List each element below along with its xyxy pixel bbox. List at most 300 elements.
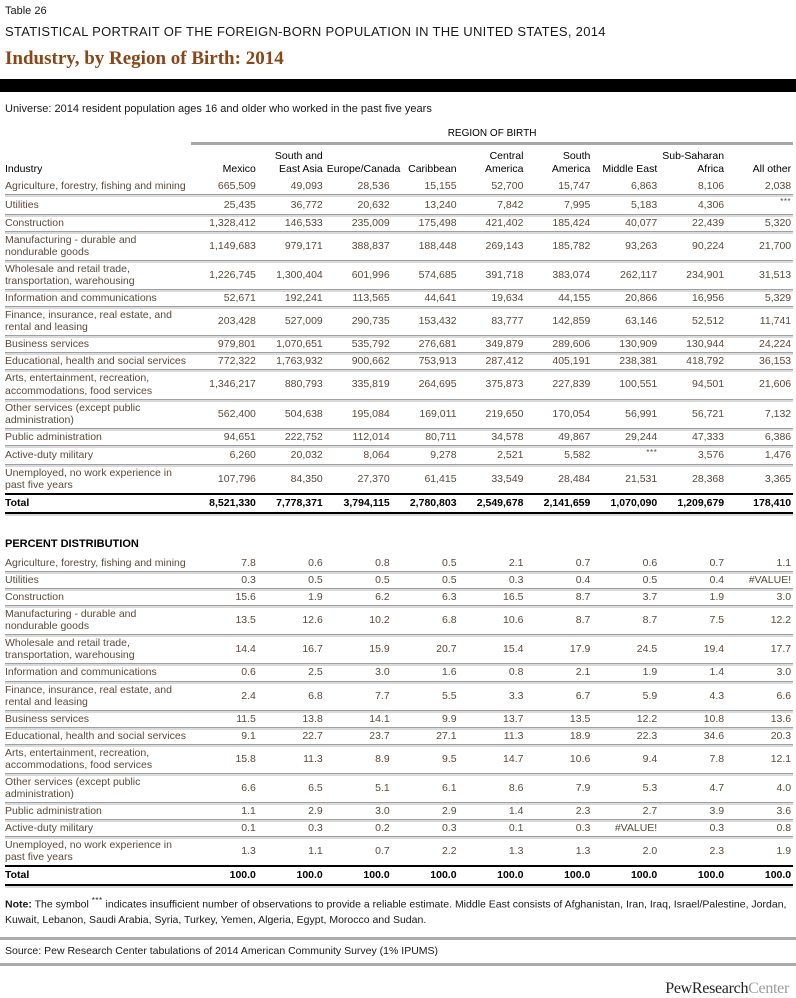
value-cell: 504,638 [258, 400, 325, 429]
value-cell: 601,996 [325, 261, 392, 290]
percent-distribution-label: PERCENT DISTRIBUTION [5, 538, 139, 551]
industry-label: Active-duty military [5, 820, 191, 837]
value-cell: 0.5 [392, 555, 459, 572]
value-cell: 130,944 [659, 336, 726, 353]
table-row [5, 465, 793, 493]
value-cell: 16.5 [459, 589, 526, 606]
value-cell: 0.6 [592, 555, 659, 572]
value-cell: 880,793 [258, 370, 325, 399]
value-cell: 0.3 [459, 572, 526, 589]
value-cell: 15,155 [392, 178, 459, 195]
value-cell: 574,685 [392, 261, 459, 290]
value-cell: 13.5 [191, 606, 258, 635]
table-row [5, 820, 793, 837]
value-cell: 100.0 [659, 865, 726, 886]
percent-distribution-heading-row [5, 514, 793, 555]
value-cell: 3.7 [592, 589, 659, 606]
value-cell: 3.0 [726, 589, 793, 606]
value-cell: 8.9 [325, 745, 392, 774]
industry-label: Wholesale and retail trade, transportation, warehousing [5, 635, 191, 664]
value-cell: 178,410 [726, 493, 793, 514]
value-cell: 11.3 [459, 728, 526, 745]
value-cell: 418,792 [659, 353, 726, 370]
value-cell: 28,368 [692, 473, 725, 486]
empty-corner-cell [5, 128, 191, 145]
value-cell: 5.5 [392, 682, 459, 711]
table-row [5, 635, 793, 664]
industry-label: Construction [5, 589, 191, 606]
column-header: Sub-Saharan Africa [662, 150, 725, 175]
value-cell: 40,077 [592, 215, 659, 232]
value-cell: 7.8 [659, 745, 726, 774]
value-cell: 36,153 [726, 353, 793, 370]
value-cell: 36,772 [258, 195, 325, 215]
value-cell: 2.3 [709, 845, 725, 858]
value-cell: 7,778,371 [258, 493, 325, 514]
value-cell: 22.3 [592, 728, 659, 745]
value-cell: 2.5 [258, 664, 325, 681]
value-cell: 405,191 [525, 353, 592, 370]
industry-label: Total [5, 865, 191, 886]
value-cell: 56,721 [659, 400, 726, 429]
table-row [5, 178, 793, 195]
value-cell: 169,011 [392, 400, 459, 429]
table-row [5, 803, 793, 820]
industry-label: Information and communications [5, 290, 191, 307]
value-cell: 5,320 [726, 215, 793, 232]
logo-text-center: Center [748, 979, 789, 997]
value-cell: 979,171 [258, 232, 325, 261]
value-cell: 49,867 [525, 429, 592, 446]
value-cell: 222,752 [258, 429, 325, 446]
value-cell: 27.1 [392, 728, 459, 745]
table-row [5, 261, 793, 290]
value-cell: 264,695 [392, 370, 459, 399]
title-divider-bar [0, 79, 796, 92]
value-cell: *** [726, 195, 793, 215]
value-cell: 4.3 [659, 682, 726, 711]
table-row [5, 400, 793, 429]
value-cell: 1.1 [191, 803, 258, 820]
value-cell: 0.8 [325, 555, 392, 572]
total-row [5, 865, 793, 886]
value-cell: *** [592, 446, 659, 466]
region-of-birth-label: REGION OF BIRTH [191, 128, 793, 145]
value-cell: 1.6 [392, 664, 459, 681]
table-row [5, 774, 793, 803]
percent-section [5, 555, 793, 886]
value-cell: 63,146 [592, 307, 659, 336]
industry-label: Manufacturing - durable and nondurable goods [5, 606, 191, 635]
value-cell: 2.4 [191, 682, 258, 711]
industry-label: Information and communications [5, 664, 191, 681]
value-cell: 19.4 [659, 635, 726, 664]
note-label: Note: [5, 898, 32, 911]
value-cell: 113,565 [325, 290, 392, 307]
value-cell: 10.6 [525, 745, 592, 774]
table-row [5, 232, 793, 261]
value-cell: 0.7 [659, 555, 726, 572]
value-cell: 1.1 [726, 555, 793, 572]
value-cell: 2.3 [525, 803, 592, 820]
column-header: South America [551, 150, 591, 175]
column-header: All other [752, 162, 792, 175]
value-cell: 289,606 [525, 336, 592, 353]
value-cell: 1.9 [592, 664, 659, 681]
value-cell: 1.3 [508, 845, 524, 858]
value-cell: 1,300,404 [258, 261, 325, 290]
table-row [5, 307, 793, 336]
value-cell: 9,278 [392, 446, 459, 466]
industry-by-region-table [5, 128, 793, 886]
value-cell: 1.3 [575, 845, 591, 858]
value-cell: 219,650 [459, 400, 526, 429]
value-cell: 44,641 [392, 290, 459, 307]
table-number: Table 26 [5, 5, 47, 17]
value-cell: 0.4 [525, 572, 592, 589]
industry-label: Other services (except public administration) [5, 774, 191, 803]
asterisk-symbol: *** [91, 895, 103, 905]
value-cell: 979,801 [191, 336, 258, 353]
value-cell: 22.7 [258, 728, 325, 745]
value-cell: 2.7 [592, 803, 659, 820]
value-cell: 188,448 [392, 232, 459, 261]
value-cell: 0.3 [258, 820, 325, 837]
value-cell: 262,117 [592, 261, 659, 290]
value-cell: 1,476 [726, 446, 793, 466]
industry-label: Agriculture, forestry, fishing and mining [5, 555, 191, 572]
value-cell: 24,224 [726, 336, 793, 353]
value-cell: 665,509 [191, 178, 258, 195]
region-of-birth-header-row [5, 128, 793, 145]
column-header-row [5, 145, 793, 178]
value-cell: 3,365 [764, 473, 792, 486]
table-row [5, 837, 793, 865]
logo-text-pewresearch: PewResearch [665, 979, 749, 997]
value-cell: 5,183 [592, 195, 659, 215]
value-cell: 3.9 [659, 803, 726, 820]
universe-note: Universe: 2014 resident population ages 16 and older who worked in the past five years [5, 103, 432, 115]
industry-label: Manufacturing - durable and nondurable goods [5, 232, 191, 261]
value-cell: 6.2 [325, 589, 392, 606]
value-cell: 8,521,330 [191, 493, 258, 514]
table-note [5, 886, 792, 937]
value-cell: 94,651 [191, 429, 258, 446]
table-row [5, 711, 793, 728]
value-cell: 0.7 [525, 555, 592, 572]
value-cell: 4,306 [659, 195, 726, 215]
value-cell: 0.3 [392, 820, 459, 837]
table-row [5, 215, 793, 232]
value-cell: 10.6 [459, 606, 526, 635]
value-cell: 100.0 [525, 865, 592, 886]
industry-label: Utilities [5, 572, 191, 589]
industry-label: Active-duty military [5, 446, 191, 466]
value-cell: 192,241 [258, 290, 325, 307]
value-cell: 10.2 [325, 606, 392, 635]
value-cell: 5,329 [726, 290, 793, 307]
value-cell: 235,009 [325, 215, 392, 232]
table-row [5, 290, 793, 307]
value-cell: 4.7 [659, 774, 726, 803]
value-cell: 8.7 [525, 606, 592, 635]
column-header: South and East Asia [274, 150, 323, 175]
value-cell: 80,711 [392, 429, 459, 446]
table-row [5, 572, 793, 589]
column-header: Middle East [602, 162, 658, 175]
value-cell: 3.0 [726, 664, 793, 681]
value-cell: 13,240 [392, 195, 459, 215]
table-row [5, 606, 793, 635]
value-cell: 234,901 [659, 261, 726, 290]
value-cell: 1.9 [258, 589, 325, 606]
value-cell: 383,074 [525, 261, 592, 290]
value-cell: 17.9 [525, 635, 592, 664]
value-cell: 1.9 [659, 589, 726, 606]
value-cell: 7.9 [525, 774, 592, 803]
value-cell: 1,070,090 [592, 493, 659, 514]
value-cell: 8.7 [592, 606, 659, 635]
value-cell: 2.9 [392, 803, 459, 820]
value-cell: 100.0 [258, 865, 325, 886]
value-cell: 269,143 [459, 232, 526, 261]
column-header: Caribbean [408, 162, 457, 175]
value-cell: 6.8 [258, 682, 325, 711]
value-cell: 12.1 [726, 745, 793, 774]
value-cell: 6.6 [726, 682, 793, 711]
value-cell: 0.3 [525, 820, 592, 837]
report-title: STATISTICAL PORTRAIT OF THE FOREIGN-BORN POPULATION IN THE UNITED STATES, 2014 [5, 24, 606, 39]
industry-label: Wholesale and retail trade, transportation, warehousing [5, 261, 191, 290]
value-cell: 130,909 [592, 336, 659, 353]
value-cell: 21,531 [625, 473, 658, 486]
value-cell: 7,132 [726, 400, 793, 429]
value-cell: 52,671 [191, 290, 258, 307]
value-cell: 8,064 [325, 446, 392, 466]
value-cell: 0.3 [191, 572, 258, 589]
pew-research-center-logo [5, 966, 792, 998]
value-cell: 100.0 [459, 865, 526, 886]
source-line: Source: Pew Research Center tabulations of 2014 American Community Survey (1% IPUMS) [0, 937, 796, 966]
value-cell: 83,777 [459, 307, 526, 336]
value-cell: 0.1 [191, 820, 258, 837]
value-cell: 6,260 [191, 446, 258, 466]
industry-label: Public administration [5, 429, 191, 446]
value-cell: 0.8 [459, 664, 526, 681]
value-cell: 23.7 [325, 728, 392, 745]
value-cell: 535,792 [325, 336, 392, 353]
value-cell: 4.0 [726, 774, 793, 803]
value-cell: 287,412 [459, 353, 526, 370]
value-cell: 9.4 [592, 745, 659, 774]
table-row [5, 664, 793, 681]
value-cell: 94,501 [659, 370, 726, 399]
industry-label: Unemployed, no work experience in past five years [5, 467, 172, 492]
value-cell: 2,141,659 [525, 493, 592, 514]
value-cell: 185,424 [525, 215, 592, 232]
value-cell: 238,381 [592, 353, 659, 370]
value-cell: 100.0 [392, 865, 459, 886]
value-cell: 100.0 [191, 865, 258, 886]
value-cell: 2,038 [726, 178, 793, 195]
value-cell: 335,819 [325, 370, 392, 399]
value-cell: 7.5 [659, 606, 726, 635]
table-row [5, 589, 793, 606]
value-cell: 7,995 [525, 195, 592, 215]
value-cell: 0.5 [392, 572, 459, 589]
value-cell: 9.1 [191, 728, 258, 745]
value-cell: 6,386 [726, 429, 793, 446]
value-cell: 388,837 [325, 232, 392, 261]
industry-label: Unemployed, no work experience in past five years [5, 839, 172, 864]
value-cell: 12.2 [726, 606, 793, 635]
value-cell: 1.9 [776, 845, 792, 858]
value-cell: 56,991 [592, 400, 659, 429]
value-cell: 12.2 [592, 711, 659, 728]
column-header: Europe/Canada [326, 162, 401, 175]
counts-section [5, 178, 793, 514]
value-cell: 0.1 [459, 820, 526, 837]
value-cell: 13.6 [726, 711, 793, 728]
value-cell: 11.3 [258, 745, 325, 774]
value-cell: 10.8 [659, 711, 726, 728]
value-cell: 6.5 [258, 774, 325, 803]
value-cell: 12.6 [258, 606, 325, 635]
value-cell: 84,350 [290, 473, 323, 486]
value-cell: 0.8 [726, 820, 793, 837]
value-cell: 175,498 [392, 215, 459, 232]
value-cell: 0.6 [191, 664, 258, 681]
value-cell: 20.3 [726, 728, 793, 745]
value-cell: 34,578 [459, 429, 526, 446]
value-cell: 18.9 [525, 728, 592, 745]
industry-label: Arts, entertainment, recreation, accommodations, food services [5, 745, 191, 774]
industry-label: Finance, insurance, real estate, and rental and leasing [5, 307, 191, 336]
table-row [5, 195, 793, 215]
value-cell: 100.0 [325, 865, 392, 886]
value-cell: 2.1 [525, 664, 592, 681]
value-cell: 2.9 [258, 803, 325, 820]
value-cell: 93,263 [592, 232, 659, 261]
value-cell: 2,549,678 [459, 493, 526, 514]
value-cell: 2.0 [642, 845, 658, 858]
value-cell: 28,484 [558, 473, 591, 486]
value-cell: 375,873 [459, 370, 526, 399]
value-cell: 2.1 [459, 555, 526, 572]
value-cell: 0.4 [659, 572, 726, 589]
value-cell: 9.5 [392, 745, 459, 774]
value-cell: 562,400 [191, 400, 258, 429]
value-cell: 19,634 [459, 290, 526, 307]
value-cell: 20.7 [392, 635, 459, 664]
value-cell: 47,333 [659, 429, 726, 446]
value-cell: 0.3 [659, 820, 726, 837]
value-cell: 112,014 [325, 429, 392, 446]
value-cell: 3,794,115 [325, 493, 392, 514]
value-cell: 1,346,217 [191, 370, 258, 399]
value-cell: 31,513 [726, 261, 793, 290]
value-cell: 6.6 [191, 774, 258, 803]
value-cell: 6.7 [525, 682, 592, 711]
value-cell: 15.6 [191, 589, 258, 606]
column-header: Mexico [222, 162, 256, 175]
value-cell: 22,439 [659, 215, 726, 232]
value-cell: 20,632 [325, 195, 392, 215]
industry-label: Business services [5, 711, 191, 728]
value-cell: 21,606 [726, 370, 793, 399]
value-cell: 5,582 [525, 446, 592, 466]
value-cell: 1,763,932 [258, 353, 325, 370]
table-row [5, 446, 793, 466]
table-row [5, 370, 793, 399]
value-cell: 52,700 [459, 178, 526, 195]
value-cell: 25,435 [191, 195, 258, 215]
value-cell: 1.4 [659, 664, 726, 681]
value-cell: 1,328,412 [191, 215, 258, 232]
value-cell: 8.6 [459, 774, 526, 803]
value-cell: 100,551 [592, 370, 659, 399]
value-cell: 7,842 [459, 195, 526, 215]
industry-label: Business services [5, 336, 191, 353]
value-cell: 349,879 [459, 336, 526, 353]
value-cell: 6,863 [592, 178, 659, 195]
value-cell: 203,428 [191, 307, 258, 336]
table-row [5, 336, 793, 353]
value-cell: 90,224 [659, 232, 726, 261]
value-cell: 276,681 [392, 336, 459, 353]
value-cell: 17.7 [726, 635, 793, 664]
value-cell: 3.3 [459, 682, 526, 711]
table-row [5, 429, 793, 446]
value-cell: 227,839 [525, 370, 592, 399]
industry-label: Other services (except public administration) [5, 400, 191, 429]
value-cell: 7.7 [325, 682, 392, 711]
page-title: Industry, by Region of Birth: 2014 [5, 48, 284, 69]
value-cell: 3,576 [659, 446, 726, 466]
industry-label: Arts, entertainment, recreation, accommodations, food services [5, 370, 191, 399]
note-text-post: indicates insufficient number of observations to provide a reliable estimate. Middle East consists of Afghanistan, Iran, Iraq, Israel/Palestine, Jordan, Kuwait, Lebanon, Saudi Arabia, Syria, Turkey, Yemen, Algeria, Egypt, Morocco and Sudan. [5, 898, 787, 927]
value-cell: 1.1 [308, 845, 323, 858]
note-text-pre: The symbol [31, 898, 92, 911]
table-row [5, 555, 793, 572]
value-cell: 14.4 [191, 635, 258, 664]
value-cell: 8.7 [525, 589, 592, 606]
industry-label: Construction [5, 215, 191, 232]
industry-label: Agriculture, forestry, fishing and mining [5, 178, 191, 195]
industry-label: Educational, health and social services [5, 728, 191, 745]
value-cell: 0.5 [258, 572, 325, 589]
value-cell: 2,780,803 [392, 493, 459, 514]
industry-label: Utilities [5, 195, 191, 215]
value-cell: 0.7 [375, 845, 390, 858]
value-cell: 3.0 [325, 803, 392, 820]
industry-column-header: Industry [5, 162, 43, 175]
value-cell: 14.1 [325, 711, 392, 728]
value-cell: 13.8 [258, 711, 325, 728]
value-cell: 753,913 [392, 353, 459, 370]
value-cell: 3.0 [325, 664, 392, 681]
value-cell: 146,533 [258, 215, 325, 232]
value-cell: 900,662 [325, 353, 392, 370]
value-cell: 100.0 [592, 865, 659, 886]
value-cell: #VALUE! [726, 572, 793, 589]
value-cell: 290,735 [325, 307, 392, 336]
value-cell: 107,796 [217, 473, 256, 486]
value-cell: 33,549 [491, 473, 524, 486]
value-cell: 16,956 [659, 290, 726, 307]
value-cell: 170,054 [525, 400, 592, 429]
value-cell: 15.9 [325, 635, 392, 664]
